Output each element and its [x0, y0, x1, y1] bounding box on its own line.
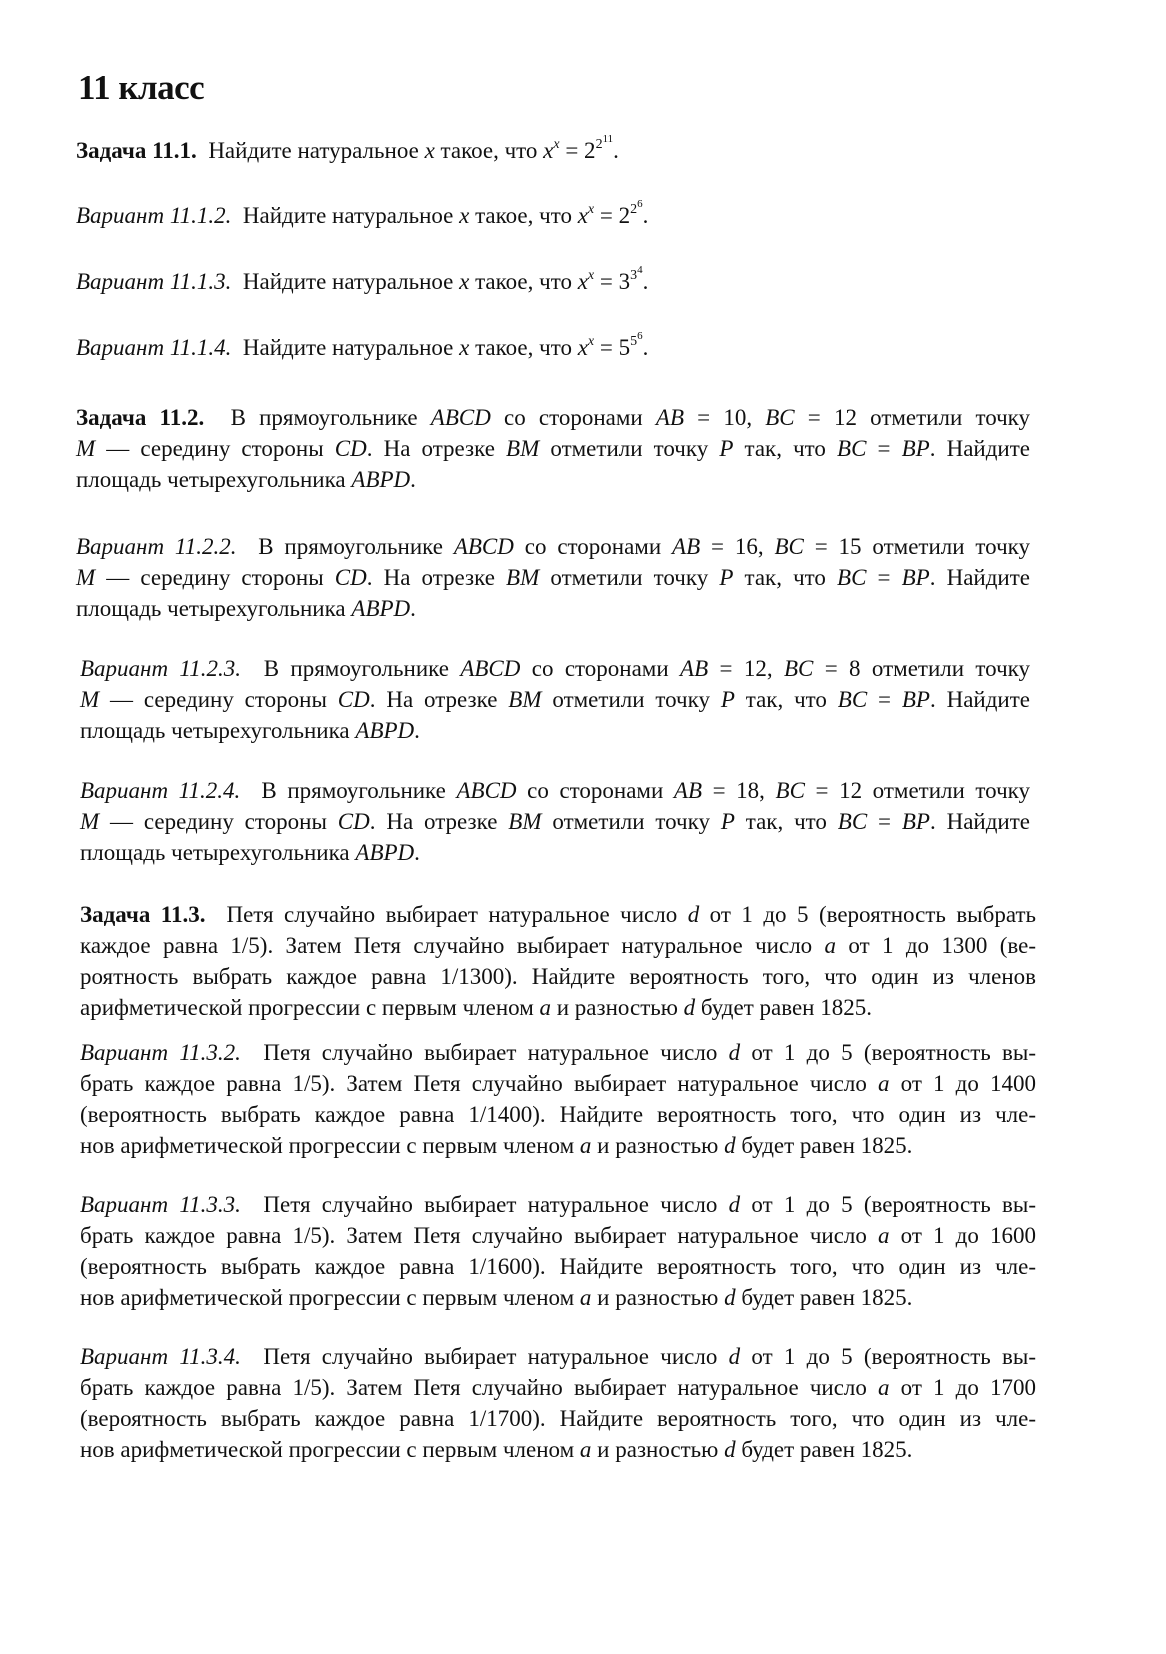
- variant-11.3.3-line-4: нов арифметической прогрессии с первым членом a и разностью d будет равен 1825.: [80, 1285, 913, 1310]
- variant-11.3.4-line-2: брать каждое равна 1/5). Затем Петя случайно выбирает натуральное число a от 1 до 1700: [80, 1375, 1036, 1400]
- variant-11.2.3-line-3: площадь четырехугольника ABPD.: [80, 718, 420, 743]
- variant-11.2.2-line-1: Вариант 11.2.2. В прямоугольнике ABCD со сторонами AB = 16, BC = 15 отметили точку: [76, 534, 1030, 559]
- variant-11.3.3-line-2: брать каждое равна 1/5). Затем Петя случайно выбирает натуральное число a от 1 до 1600: [80, 1223, 1036, 1248]
- variant-11.3.2-line-2: брать каждое равна 1/5). Затем Петя случайно выбирает натуральное число a от 1 до 1400: [80, 1071, 1036, 1096]
- problem-label: Вариант 11.3.3.: [80, 1192, 241, 1217]
- variant-11.3.4-line-3: (вероятность выбрать каждое равна 1/1700). Найдите вероятность того, что один из чле-: [80, 1406, 1036, 1431]
- variant-11.2.4-line-1: Вариант 11.2.4. В прямоугольнике ABCD со сторонами AB = 18, BC = 12 отметили точку: [80, 778, 1030, 803]
- problem-11-2-line-1: Задача 11.2. В прямоугольнике ABCD со сторонами AB = 10, BC = 12 отметили точку: [76, 405, 1031, 430]
- problem-11-3-line-2: каждое равна 1/5). Затем Петя случайно выбирает натуральное число a от 1 до 1300 (ве-: [80, 933, 1036, 958]
- problem-label: Вариант 11.1.2.: [76, 203, 232, 228]
- variant-11.2.2-line-2: M — середину стороны CD. На отрезке BM отметили точку P так, что BC = BP. Найдите: [76, 565, 1030, 590]
- variant-11.1.3: Вариант 11.1.3. Найдите натуральное x такое, что $x^x = 3^{3^4}$.: [76, 264, 649, 294]
- problem-11-2-line-3: площадь четырехугольника ABPD.: [76, 467, 416, 492]
- problem-label: Задача 11.2.: [76, 405, 205, 430]
- variant-11.2.3-line-2: M — середину стороны CD. На отрезке BM отметили точку P так, что BC = BP. Найдите: [80, 687, 1030, 712]
- variant-11.3.3-line-3: (вероятность выбрать каждое равна 1/1600). Найдите вероятность того, что один из чле-: [80, 1254, 1036, 1279]
- problem-11-2-line-2: M — середину стороны CD. На отрезке BM отметили точку P так, что BC = BP. Найдите: [76, 436, 1030, 461]
- variant-11.3.3-line-1: Вариант 11.3.3. Петя случайно выбирает натуральное число d от 1 до 5 (вероятность вы-: [80, 1192, 1036, 1217]
- problem-label: Задача 11.1.: [76, 138, 197, 163]
- problem-11-3-line-3: роятность выбрать каждое равна 1/1300). Найдите вероятность того, что один из членов: [80, 964, 1036, 989]
- variant-11.2.3-line-1: Вариант 11.2.3. В прямоугольнике ABCD со сторонами AB = 12, BC = 8 отметили точку: [80, 656, 1030, 681]
- variant-11.3.4-line-1: Вариант 11.3.4. Петя случайно выбирает натуральное число d от 1 до 5 (вероятность вы-: [80, 1344, 1036, 1369]
- problem-label: Вариант 11.3.4.: [80, 1344, 241, 1369]
- problem-label: Вариант 11.2.4.: [80, 778, 241, 803]
- problem-label: Вариант 11.2.2.: [76, 534, 237, 559]
- problem-label: Задача 11.3.: [80, 902, 206, 927]
- variant-11.3.2-line-1: Вариант 11.3.2. Петя случайно выбирает натуральное число d от 1 до 5 (вероятность вы-: [80, 1040, 1036, 1065]
- variant-11.3.2-line-3: (вероятность выбрать каждое равна 1/1400). Найдите вероятность того, что один из чле-: [80, 1102, 1036, 1127]
- variant-11.1.2: Вариант 11.1.2. Найдите натуральное x такое, что $x^x = 2^{2^6}$.: [76, 198, 649, 228]
- variant-11.2.4-line-3: площадь четырехугольника ABPD.: [80, 840, 420, 865]
- variant-11.1.4: Вариант 11.1.4. Найдите натуральное x такое, что $x^x = 5^{5^6}$.: [76, 330, 649, 360]
- problem-label: Вариант 11.2.3.: [80, 656, 241, 681]
- problem-11-3-line-4: арифметической прогрессии с первым членом a и разностью d будет равен 1825.: [80, 995, 872, 1020]
- variant-11.3.4-line-4: нов арифметической прогрессии с первым членом a и разностью d будет равен 1825.: [80, 1437, 913, 1462]
- variant-11.2.2-line-3: площадь четырехугольника ABPD.: [76, 596, 416, 621]
- variant-11.2.4-line-2: M — середину стороны CD. На отрезке BM отметили точку P так, что BC = BP. Найдите: [80, 809, 1030, 834]
- problem-label: Вариант 11.1.4.: [76, 335, 232, 360]
- variant-11.3.2-line-4: нов арифметической прогрессии с первым членом a и разностью d будет равен 1825.: [80, 1133, 913, 1158]
- problem-label: Вариант 11.1.3.: [76, 269, 232, 294]
- problem-11-1: Задача 11.1. Найдите натуральное x такое, что $x^x = 2^{2^{11}}$.: [76, 133, 619, 163]
- problem-11-3-line-1: Задача 11.3. Петя случайно выбирает натуральное число d от 1 до 5 (вероятность выбрать: [80, 902, 1036, 927]
- page-heading: 11 класс: [78, 68, 205, 107]
- problem-label: Вариант 11.3.2.: [80, 1040, 241, 1065]
